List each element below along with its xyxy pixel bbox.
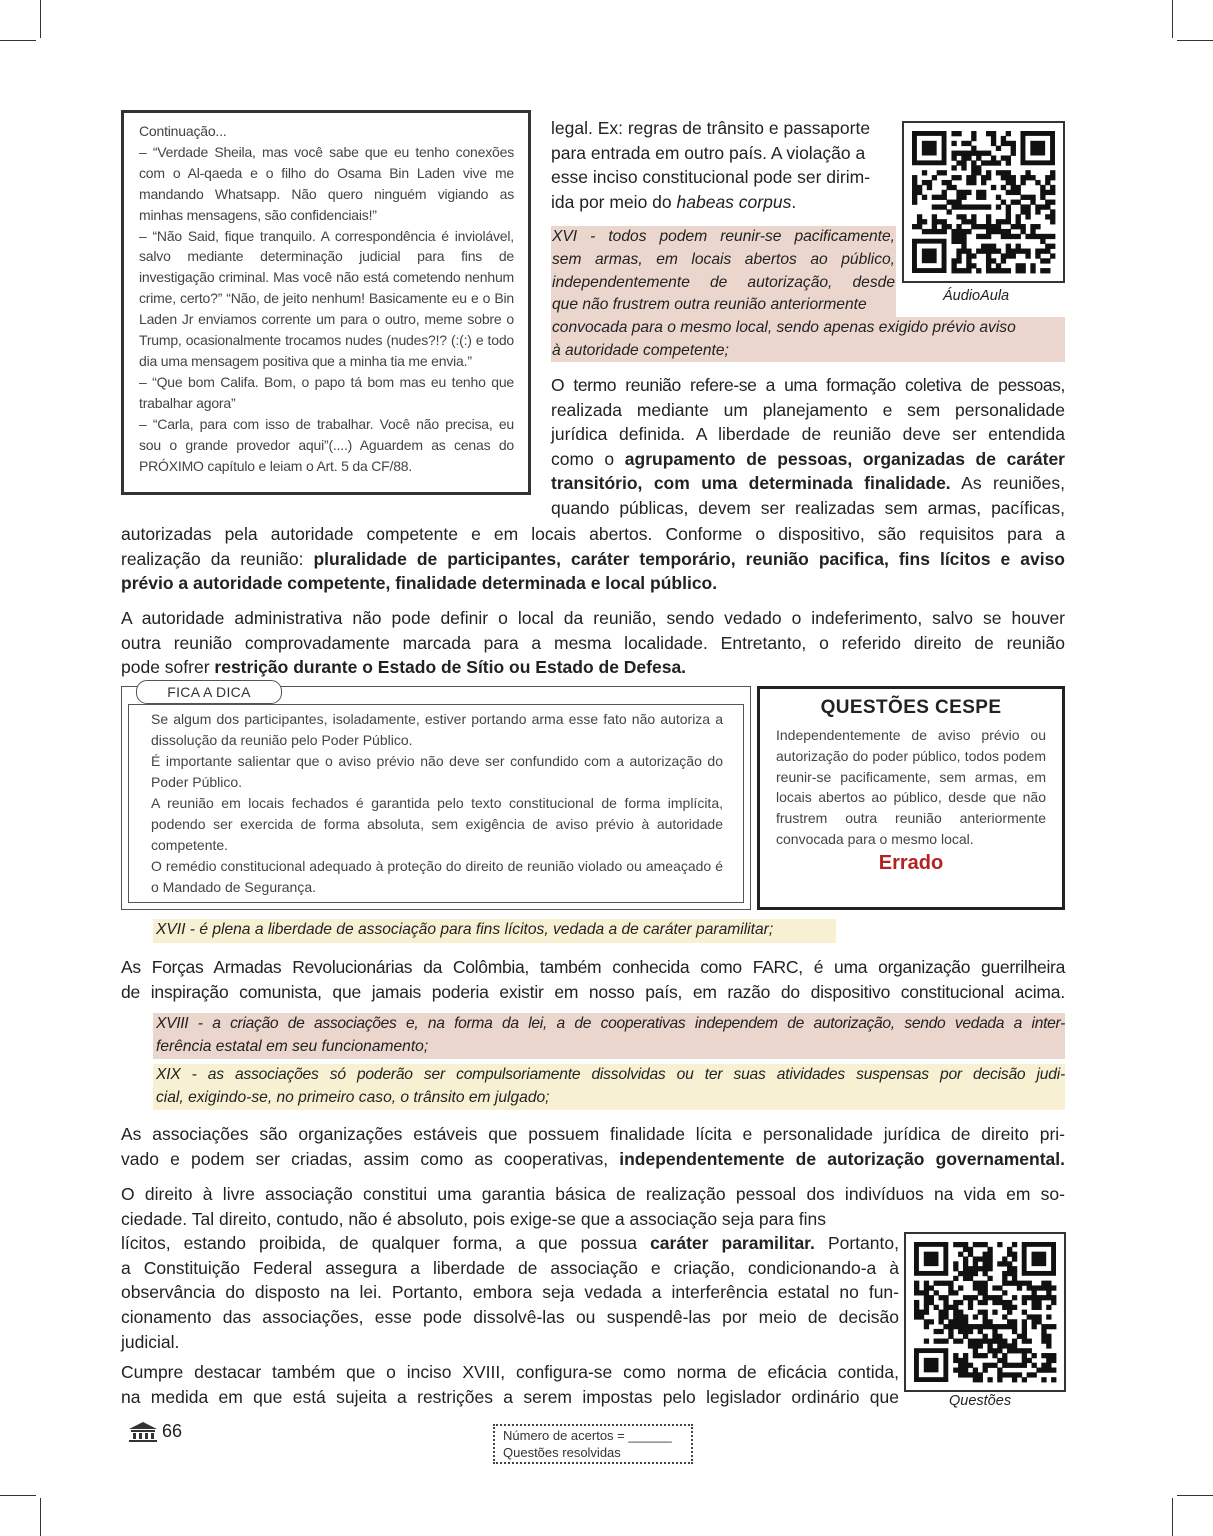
dica-paragraph: O remédio constitucional adequado à proteção do direito de reunião violado ou ameaçado é o Mandado de Segurança. xyxy=(151,858,723,895)
story-heading: Continuação... xyxy=(139,123,227,139)
text-line: judicial. xyxy=(121,1331,180,1352)
cespe-question: Independentemente de aviso prévio ou autorização do poder público, todos podem reunir-se pacificamente, sem armas, em locais abertos ao público, desde que não frustrem outra reunião anteriormente convocada para o mesmo local. xyxy=(776,727,1046,847)
paragraph-associacoes xyxy=(121,1122,1065,1171)
top-right-text xyxy=(551,116,901,214)
text-line: como o xyxy=(551,448,615,469)
inciso-xvii: XVII - é plena a liberdade de associação para fins lícitos, vedada a de caráter paramilitar; xyxy=(153,919,836,943)
bold-text: caráter paramilitar. xyxy=(650,1233,815,1254)
cespe-title: QUESTÕES CESPE xyxy=(820,697,1002,718)
story-line: – “Não Said, fique tranquilo. A correspondência é inviolável, salvo mediante determinação judicial para fins de investigação criminal. Mas você não está cometendo nenhum crime, certo?” “Não, de jeito nenhum! Basicamente eu e o Bin Laden Jr enviamos corrente um para o outro, meme sobre o Trump, ocasionalmente trocamos nudes (nudes?!? (:(:) e todo dia uma mensagem positiva que a minha tia me envia.” xyxy=(139,227,514,369)
inciso-line: XVI - todos podem reunir-se pacificamente, xyxy=(552,228,895,245)
text-line: para entrada em outro país. A violação a xyxy=(551,142,866,163)
text-line: Portanto, xyxy=(827,1233,899,1254)
period: . xyxy=(791,191,797,212)
qr-code-icon xyxy=(906,1234,1064,1390)
text-line: Cumpre destacar também que o inciso XVIII, configura-se como norma de eficácia contida, xyxy=(121,1362,899,1382)
text-line: realizada mediante um planejamento e sem personalidade xyxy=(551,399,1065,420)
text-line: quando públicas, devem ser realizadas sem armas, pacíficas, xyxy=(551,497,1065,518)
inciso-xviii xyxy=(153,1013,1065,1059)
text-line: realização da reunião: xyxy=(121,548,304,569)
text-line: vado e podem ser criadas, assim como as cooperativas, xyxy=(121,1148,609,1169)
text-line: cionamento das associações, esse pode dissolvê-las ou suspendê-las por meio de decisão xyxy=(121,1306,899,1327)
inciso-xix xyxy=(153,1064,1065,1110)
paragraph-farc xyxy=(121,955,1065,1004)
text-line: ciedade. Tal direito, contudo, não é absoluto, pois exige-se que a associação seja para fins xyxy=(121,1208,826,1229)
crop-mark xyxy=(1172,0,1173,38)
bold-text: agrupamento de pessoas, organizadas de caráter xyxy=(624,448,1065,469)
text-line: observância do disposto na lei. Portanto, embora seja vedada a interferência estatal no fun- xyxy=(121,1282,899,1303)
text-line: esse inciso constitucional pode ser dirim- xyxy=(551,167,871,188)
crop-mark xyxy=(0,40,36,41)
inciso-xvi xyxy=(552,226,1066,363)
story-line: – “Verdade Sheila, mas você sabe que eu tenho conexões com o Al-qaeda e o filho do Osama Bin Laden vive me mandando Whatsapp. Não quero ninguém vigiando as minhas mensagens, são confidenciais!” xyxy=(139,143,514,223)
crop-mark xyxy=(1177,1495,1213,1496)
dica-tab: FICA A DICA xyxy=(136,680,282,704)
dica-paragraph: É importante salientar que o aviso prévio não deve ser confundido com a autorização do Poder Público. xyxy=(151,753,723,790)
crop-mark xyxy=(1172,1498,1173,1536)
text-line: As Forças Armadas Revolucionárias da Colômbia, também conhecida como FARC, é uma organização guerrilheira xyxy=(121,957,1065,977)
crop-mark xyxy=(40,1498,41,1536)
inciso-line: XIX - as associações só poderão ser compulsoriamente dissolvidas ou ter suas atividades suspensas por decisão judi- xyxy=(156,1066,1065,1083)
crop-mark xyxy=(40,0,41,38)
qr-code-questoes[interactable] xyxy=(904,1232,1066,1392)
courthouse-icon xyxy=(128,1421,158,1448)
dica-paragraph: A reunião em locais fechados é garantida pelo texto constitucional de forma implícita, podendo ser exercida de forma absoluta, sem exigência de aviso prévio à autoridade competente. xyxy=(151,795,723,853)
inciso-line: à autoridade competente; xyxy=(552,341,729,359)
text-line: legal. Ex: regras de trânsito e passaporte xyxy=(551,118,871,138)
text-line: na medida em que está sujeita a restrições a serem impostas pelo legislador ordinário que xyxy=(121,1386,899,1407)
text-line: As reuniões, xyxy=(961,473,1065,494)
inciso-line: sem armas, em locais abertos ao público, xyxy=(552,250,895,268)
paragraph-reuniao-right xyxy=(551,373,1065,521)
text-line: lícitos, estando proibida, de qualquer forma, a que possua xyxy=(121,1233,637,1254)
text-line: a Constituição Federal assegura a liberdade de associação e criação, condicionando-a à xyxy=(121,1257,899,1278)
habeas-corpus-term: habeas corpus xyxy=(676,191,792,212)
inciso-line: que não frustrem outra reunião anteriormente xyxy=(552,296,867,314)
resolvidas-label: Questões resolvidas xyxy=(503,1445,621,1460)
page-number: 66 xyxy=(162,1421,183,1441)
cespe-answer: Errado xyxy=(878,851,944,874)
qr-questoes-caption: Questões xyxy=(949,1393,1012,1409)
questoes-cespe-box xyxy=(757,686,1065,910)
text-line: autorizadas pela autoridade competente e em locais abertos. Conforme o dispositivo, são requisitos para a xyxy=(121,524,1065,544)
paragraph-cumpre xyxy=(121,1360,899,1409)
text-line: ida por meio do xyxy=(551,191,672,212)
text-line: jurídica definida. A liberdade de reunião deve ser entendida xyxy=(551,424,1065,445)
story-line: – “Carla, para com isso de trabalhar. Você não precisa, eu sou o grande provedor aqui”(....) Aguardem as cenas do PRÓXIMO capítulo e leiam o Art. 5 da CF/88. xyxy=(139,415,514,474)
text-line: O termo reunião refere-se a uma formação coletiva de pessoas, xyxy=(551,375,1065,395)
crop-mark xyxy=(0,1495,36,1496)
text-line: A autoridade administrativa não pode definir o local da reunião, sendo vedado o indeferimento, salvo se houver xyxy=(121,608,1065,628)
bold-text: pluralidade de participantes, caráter temporário, reunião pacifica, fins lícitos e aviso xyxy=(313,548,1065,569)
inciso-line: ferência estatal em seu funcionamento; xyxy=(156,1037,429,1055)
bold-text: prévio a autoridade competente, finalidade determinada e local público. xyxy=(121,573,718,594)
dica-box xyxy=(128,704,744,903)
inciso-line: convocada para o mesmo local, sendo apenas exigido prévio aviso xyxy=(552,319,1016,337)
inciso-line: XVIII - a criação de associações e, na forma da lei, a de cooperativas independem de autorização, sendo vedada a inter- xyxy=(156,1015,1065,1032)
text-line: As associações são organizações estáveis que possuem finalidade lícita e personalidade jurídica de direito pri- xyxy=(121,1124,1065,1144)
crop-mark xyxy=(1177,40,1213,41)
text-line: de inspiração comunista, que jamais poderia existir em nosso país, em razão do dispositivo constitucional acima. xyxy=(121,981,1065,1002)
inciso-line: cial, exigindo-se, no primeiro caso, o trânsito em julgado; xyxy=(156,1088,550,1106)
acertos-label: Número de acertos = ______ xyxy=(503,1428,672,1443)
bold-text: restrição durante o Estado de Sítio ou Estado de Defesa. xyxy=(214,657,687,678)
text-line: outra reunião comprovadamente marcada para a mesma localidade. Entretanto, o referido direito de reunião xyxy=(121,632,1065,653)
paragraph-reuniao-full xyxy=(121,522,1065,596)
paragraph-autoridade xyxy=(121,606,1065,680)
story-line: – “Que bom Califa. Bom, o papo tá bom mas eu tenho que trabalhar agora” xyxy=(139,373,514,411)
text-line: pode sofrer xyxy=(121,657,210,678)
story-box xyxy=(121,110,531,495)
bold-text: transitório, com uma determinada finalidade. xyxy=(551,473,951,494)
dica-paragraph: Se algum dos participantes, isoladamente, estiver portando arma esse fato não autoriza a dissolução da reunião pelo Poder Público. xyxy=(151,711,723,748)
qr-audio-caption: ÁudioAula xyxy=(943,288,1010,304)
score-box[interactable] xyxy=(493,1424,693,1464)
bold-text: independentemente de autorização governamental. xyxy=(619,1148,1065,1169)
text-line: O direito à livre associação constitui uma garantia básica de realização pessoal dos indivíduos na vida em so- xyxy=(121,1184,1065,1204)
inciso-line: independentemente de autorização, desde xyxy=(552,273,895,291)
